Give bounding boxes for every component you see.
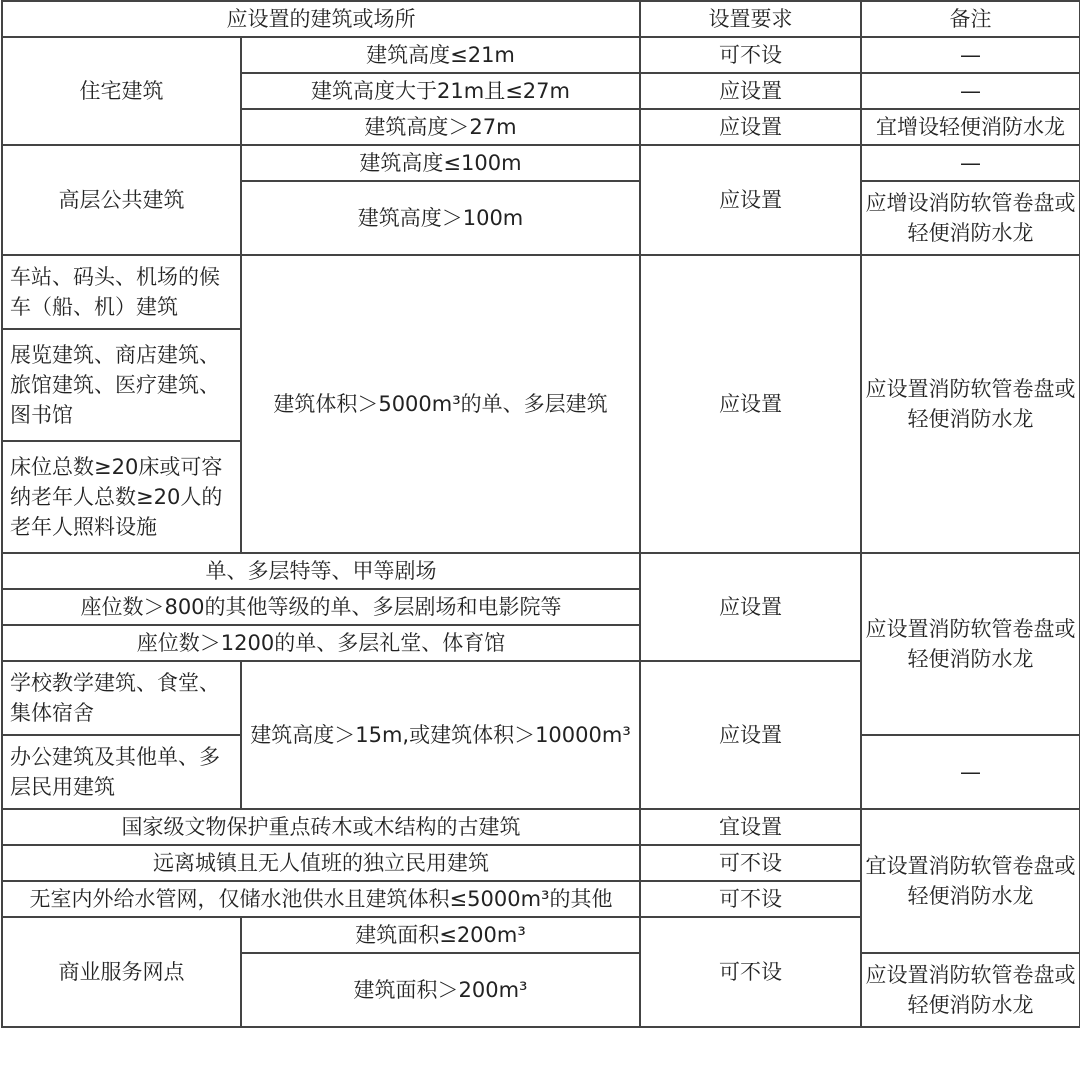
residential-label: 住宅建筑 <box>2 37 241 145</box>
remark-cell: — <box>861 37 1080 73</box>
place-cell: 床位总数≥20床或可容纳老年人总数≥20人的老年人照料设施 <box>2 441 241 553</box>
remark-cell: 应设置消防软管卷盘或轻便消防水龙 <box>861 255 1080 553</box>
place-cell: 座位数＞1200的单、多层礼堂、体育馆 <box>2 625 640 661</box>
remark-cell: — <box>861 145 1080 181</box>
place-cell: 远离城镇且无人值班的独立民用建筑 <box>2 845 640 881</box>
remark-cell: 应增设消防软管卷盘或轻便消防水龙 <box>861 181 1080 255</box>
header-requirement: 设置要求 <box>640 1 861 37</box>
place-cell: 座位数＞800的其他等级的单、多层剧场和电影院等 <box>2 589 640 625</box>
remark-cell: 宜设置消防软管卷盘或轻便消防水龙 <box>861 809 1080 953</box>
requirement-cell: 可不设 <box>640 881 861 917</box>
condition-cell: 建筑高度＞15m,或建筑体积＞10000m³ <box>241 661 640 809</box>
table-row <box>2 37 1080 73</box>
table-row <box>2 255 1080 329</box>
condition-cell: 建筑高度＞100m <box>241 181 640 255</box>
requirement-cell: 应设置 <box>640 553 861 661</box>
condition-cell: 建筑高度大于21m且≤27m <box>241 73 640 109</box>
commercial-label: 商业服务网点 <box>2 917 241 1027</box>
condition-cell: 建筑面积≤200m³ <box>241 917 640 953</box>
requirement-cell: 应设置 <box>640 73 861 109</box>
condition-cell: 建筑高度≤21m <box>241 37 640 73</box>
requirement-cell: 应设置 <box>640 145 861 255</box>
place-cell: 展览建筑、商店建筑、旅馆建筑、医疗建筑、图书馆 <box>2 329 241 441</box>
header-remark: 备注 <box>861 1 1080 37</box>
header-place: 应设置的建筑或场所 <box>2 1 640 37</box>
remark-cell: — <box>861 735 1080 809</box>
place-cell: 车站、码头、机场的候车（船、机）建筑 <box>2 255 241 329</box>
condition-cell: 建筑高度＞27m <box>241 109 640 145</box>
requirement-cell: 应设置 <box>640 661 861 809</box>
requirement-cell: 宜设置 <box>640 809 861 845</box>
requirement-cell: 可不设 <box>640 845 861 881</box>
highrise-label: 高层公共建筑 <box>2 145 241 255</box>
remark-cell: 应设置消防软管卷盘或轻便消防水龙 <box>861 953 1080 1027</box>
requirement-cell: 可不设 <box>640 37 861 73</box>
place-cell: 单、多层特等、甲等剧场 <box>2 553 640 589</box>
requirement-cell: 可不设 <box>640 917 861 1027</box>
fire-hose-reel-requirements-table <box>1 0 1080 1028</box>
requirement-cell: 应设置 <box>640 255 861 553</box>
remark-cell: 应设置消防软管卷盘或轻便消防水龙 <box>861 553 1080 735</box>
place-cell: 办公建筑及其他单、多层民用建筑 <box>2 735 241 809</box>
condition-cell: 建筑面积＞200m³ <box>241 953 640 1027</box>
remark-cell: — <box>861 73 1080 109</box>
header-row <box>2 1 1080 37</box>
table-row <box>2 145 1080 181</box>
table-row <box>2 809 1080 845</box>
condition-cell: 建筑体积＞5000m³的单、多层建筑 <box>241 255 640 553</box>
condition-cell: 建筑高度≤100m <box>241 145 640 181</box>
table-row <box>2 553 1080 589</box>
place-cell: 无室内外给水管网，仅储水池供水且建筑体积≤5000m³的其他 <box>2 881 640 917</box>
place-cell: 国家级文物保护重点砖木或木结构的古建筑 <box>2 809 640 845</box>
place-cell: 学校教学建筑、食堂、集体宿舍 <box>2 661 241 735</box>
remark-cell: 宜增设轻便消防水龙 <box>861 109 1080 145</box>
requirement-cell: 应设置 <box>640 109 861 145</box>
